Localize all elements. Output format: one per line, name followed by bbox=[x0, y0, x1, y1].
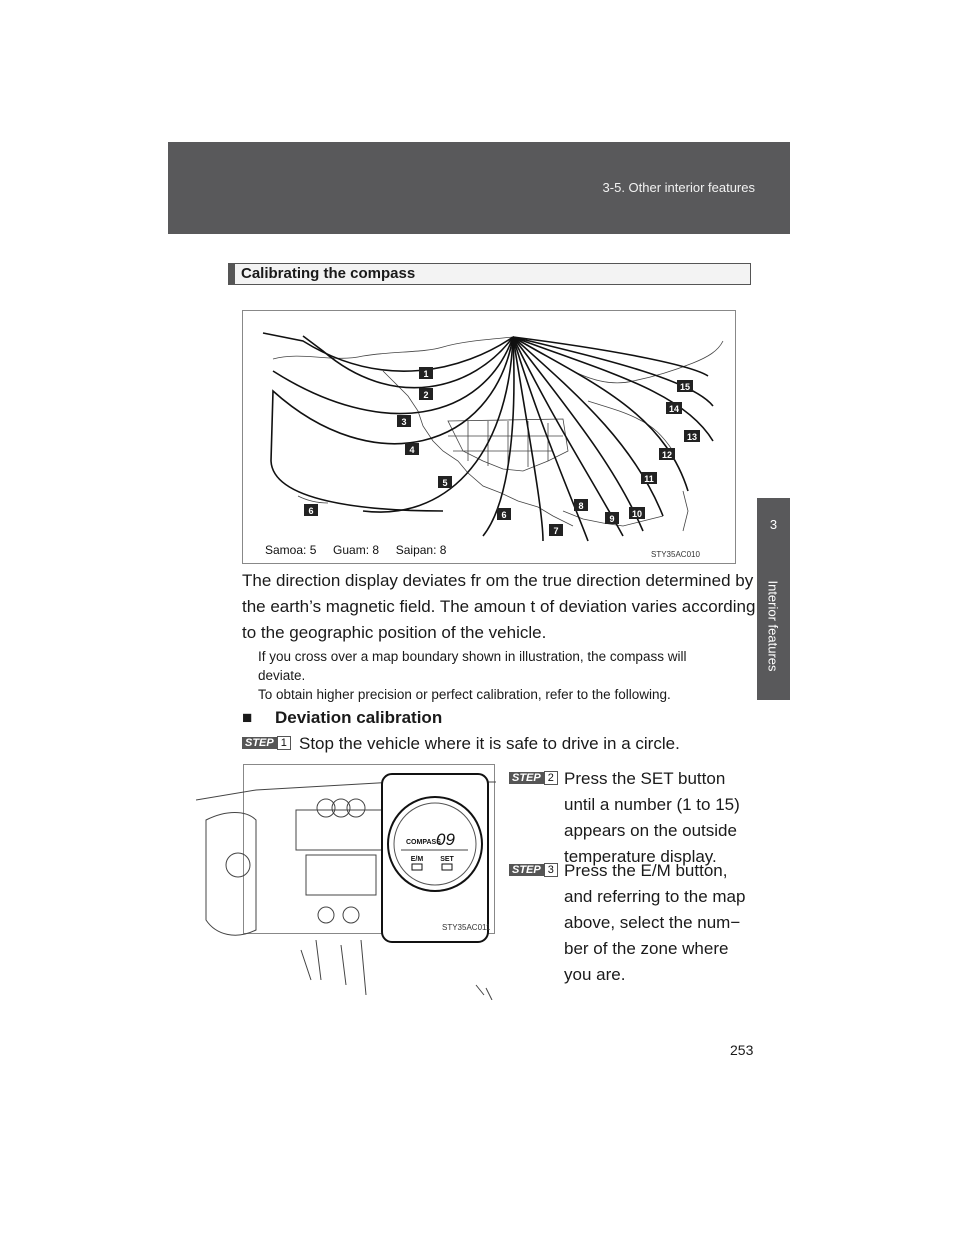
step-1-text: Stop the vehicle where it is safe to drive in a circle. bbox=[299, 734, 680, 753]
svg-text:7: 7 bbox=[553, 526, 559, 536]
page-number: 253 bbox=[730, 1042, 754, 1058]
em-button bbox=[412, 864, 422, 870]
step-2-line: Press the SET button bbox=[564, 769, 726, 788]
zone-label bbox=[419, 388, 433, 400]
body-line: to the geographic position of the vehicle. bbox=[242, 623, 547, 642]
map-illustration bbox=[243, 311, 736, 564]
zone-label bbox=[497, 508, 511, 520]
subsection-title: Deviation calibration bbox=[275, 708, 443, 727]
svg-text:6: 6 bbox=[501, 510, 507, 520]
compass-display-value: 09 bbox=[436, 830, 455, 849]
step-word: STEP bbox=[242, 737, 277, 749]
section-title: Calibrating the compass bbox=[241, 265, 416, 282]
step-number: 3 bbox=[544, 863, 558, 877]
note-line: deviate. bbox=[258, 668, 306, 683]
svg-text:15: 15 bbox=[679, 382, 691, 392]
svg-text:12: 12 bbox=[661, 450, 673, 460]
svg-text:10: 10 bbox=[631, 509, 643, 519]
section-header: 3-5. Other interior features bbox=[602, 180, 755, 195]
step-2-line: temperature display. bbox=[564, 847, 717, 866]
set-button-label: SET bbox=[440, 856, 454, 863]
step-word: STEP bbox=[509, 772, 544, 784]
zone-label bbox=[574, 499, 588, 511]
svg-text:2: 2 bbox=[423, 390, 429, 400]
dashboard-illustration bbox=[196, 760, 506, 1000]
step-3-line: ber of the zone where bbox=[564, 939, 729, 958]
step-number: 2 bbox=[544, 771, 558, 785]
zone-label bbox=[659, 448, 675, 460]
step-word: STEP bbox=[509, 864, 544, 876]
step-2-line: until a number (1 to 15) bbox=[564, 795, 740, 814]
zone-label bbox=[419, 367, 433, 379]
svg-text:14: 14 bbox=[668, 404, 680, 414]
body-line: The direction display deviates fr om the true direction determined by bbox=[242, 571, 754, 590]
note-line: If you cross over a map boundary shown in illustration, the compass will bbox=[258, 649, 687, 664]
svg-text:8: 8 bbox=[578, 501, 584, 511]
step-3-line: above, select the num− bbox=[564, 913, 741, 932]
dash-figure-code: STY35AC011 bbox=[442, 923, 491, 932]
svg-text:9: 9 bbox=[609, 514, 615, 524]
zone-label bbox=[641, 472, 657, 484]
zone-label bbox=[666, 402, 682, 414]
zone-label bbox=[397, 415, 411, 427]
zone-label bbox=[549, 524, 563, 536]
zone-label bbox=[304, 504, 318, 516]
compass-label: COMPASS bbox=[406, 839, 441, 846]
svg-text:11: 11 bbox=[644, 474, 654, 484]
zone-label bbox=[405, 443, 419, 455]
zone-label bbox=[629, 507, 645, 519]
zone-label bbox=[684, 430, 700, 442]
svg-text:1: 1 bbox=[423, 369, 429, 379]
step-3-badge bbox=[509, 862, 558, 880]
step-3-line: Press the E/M button, bbox=[564, 861, 728, 880]
svg-text:4: 4 bbox=[409, 445, 415, 455]
chapter-number-tab: 3 bbox=[757, 498, 790, 552]
svg-text:6: 6 bbox=[308, 506, 314, 516]
subsection-bullet: ■ bbox=[242, 708, 253, 727]
islands-note: Samoa: 5 Guam: 8 Saipan: 8 bbox=[265, 543, 447, 557]
body-line: the earth’s magnetic field. The amoun t of deviation varies according bbox=[242, 597, 756, 616]
zone-label bbox=[677, 380, 693, 392]
chapter-title: Interior features bbox=[765, 580, 781, 672]
svg-text:3: 3 bbox=[401, 417, 407, 427]
svg-text:5: 5 bbox=[442, 478, 448, 488]
step-2-line: appears on the outside bbox=[564, 821, 737, 840]
step-1-badge bbox=[242, 735, 291, 753]
compass-zone-map bbox=[242, 310, 736, 564]
step-2-badge bbox=[509, 770, 558, 788]
section-title-marker bbox=[228, 263, 235, 285]
figure-code: STY35AC010 bbox=[651, 550, 700, 559]
em-button-label: E/M bbox=[410, 856, 424, 863]
zone-label bbox=[605, 512, 619, 524]
zone-label bbox=[438, 476, 452, 488]
svg-text:13: 13 bbox=[686, 432, 698, 442]
set-button bbox=[442, 864, 452, 870]
step-3-line: and referring to the map bbox=[564, 887, 746, 906]
step-number: 1 bbox=[277, 736, 291, 750]
note-line: To obtain higher precision or perfect calibration, refer to the following. bbox=[258, 687, 671, 702]
step-3-line: you are. bbox=[564, 965, 626, 984]
